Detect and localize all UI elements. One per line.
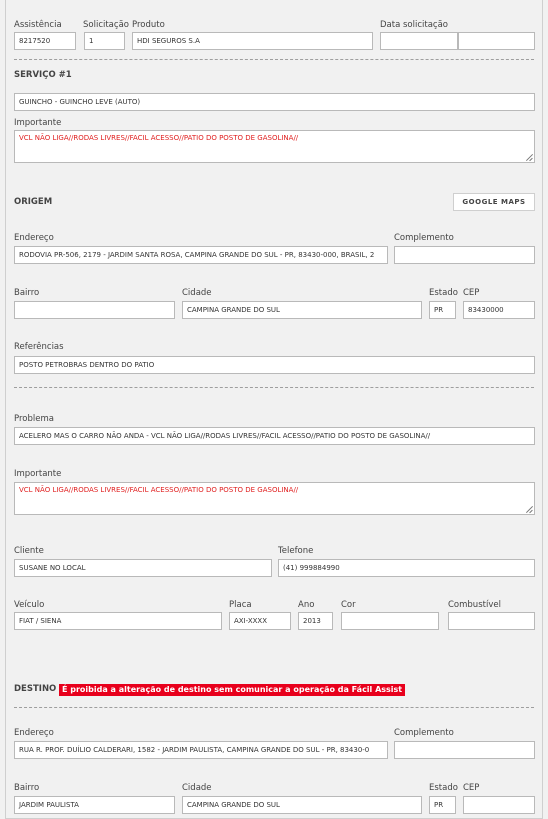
placa-label: Placa	[229, 600, 252, 610]
problema-importante-text: VCL NÃO LIGA//RODAS LIVRES//FACIL ACESSO//PATIO DO POSTO DE GASOLINA//	[19, 486, 299, 494]
cliente-field[interactable]: SUSANE NO LOCAL	[14, 559, 272, 577]
placa-field[interactable]: AXI-XXXX	[229, 612, 291, 630]
destino-cidade-label: Cidade	[182, 783, 212, 793]
problema-importante-label: Importante	[14, 469, 62, 479]
form-frame	[5, 0, 543, 819]
origem-complemento-field[interactable]	[394, 246, 535, 264]
destino-cep-label: CEP	[463, 783, 480, 793]
origem-complemento-label: Complemento	[394, 233, 454, 243]
destino-cep-field[interactable]	[463, 796, 535, 814]
origem-cidade-label: Cidade	[182, 288, 212, 298]
ano-label: Ano	[298, 600, 315, 610]
veiculo-label: Veículo	[14, 600, 45, 610]
divider	[14, 59, 534, 60]
destino-complemento-label: Complemento	[394, 728, 454, 738]
destino-estado-label: Estado	[429, 783, 458, 793]
assistencia-field[interactable]: 8217520	[14, 32, 76, 50]
ano-field[interactable]: 2013	[298, 612, 333, 630]
problema-field[interactable]: ACELERO MAS O CARRO NÃO ANDA - VCL NÃO LIGA//RODAS LIVRES//FACIL ACESSO//PATIO DO POSTO DE GASOLINA//	[14, 427, 535, 445]
data-solicitacao-time-field[interactable]	[458, 32, 535, 50]
destino-bairro-field[interactable]: JARDIM PAULISTA	[14, 796, 175, 814]
telefone-field[interactable]: (41) 999884990	[278, 559, 535, 577]
resize-grip-icon[interactable]	[525, 153, 533, 161]
cor-field[interactable]	[341, 612, 439, 630]
origem-estado-label: Estado	[429, 288, 458, 298]
veiculo-field[interactable]: FIAT / SIENA	[14, 612, 222, 630]
divider	[14, 707, 534, 708]
origem-endereco-label: Endereço	[14, 233, 54, 243]
servico-importante-text: VCL NÃO LIGA//RODAS LIVRES//FACIL ACESSO//PATIO DO POSTO DE GASOLINA//	[19, 134, 299, 142]
destino-endereco-label: Endereço	[14, 728, 54, 738]
data-solicitacao-label: Data solicitação	[380, 20, 449, 30]
resize-grip-icon[interactable]	[525, 505, 533, 513]
destino-estado-field[interactable]: PR	[429, 796, 456, 814]
origem-referencias-label: Referências	[14, 342, 64, 352]
servico-tipo-field[interactable]: GUINCHO - GUINCHO LEVE (AUTO)	[14, 93, 535, 111]
destino-warning-badge: É proibida a alteração de destino sem comunicar a operação da Fácil Assist	[59, 684, 405, 696]
solicitacao-label: Solicitação	[83, 20, 129, 30]
origem-bairro-label: Bairro	[14, 288, 40, 298]
origem-estado-field[interactable]: PR	[429, 301, 456, 319]
produto-field[interactable]: HDI SEGUROS S.A	[132, 32, 373, 50]
destino-bairro-label: Bairro	[14, 783, 40, 793]
cliente-label: Cliente	[14, 546, 44, 556]
origem-endereco-field[interactable]: RODOVIA PR-506, 2179 - JARDIM SANTA ROSA, CAMPINA GRANDE DO SUL - PR, 83430-000, BRASIL, 2	[14, 246, 388, 264]
telefone-label: Telefone	[278, 546, 314, 556]
data-solicitacao-date-field[interactable]	[380, 32, 458, 50]
origem-cidade-field[interactable]: CAMPINA GRANDE DO SUL	[182, 301, 422, 319]
origem-referencias-field[interactable]: POSTO PETROBRAS DENTRO DO PATIO	[14, 356, 535, 374]
problema-label: Problema	[14, 414, 54, 424]
combustivel-field[interactable]	[448, 612, 535, 630]
destino-complemento-field[interactable]	[394, 741, 535, 759]
destino-cidade-field[interactable]: CAMPINA GRANDE DO SUL	[182, 796, 422, 814]
assistencia-label: Assistência	[14, 20, 62, 30]
problema-importante-textarea[interactable]	[14, 482, 535, 515]
servico-importante-textarea[interactable]	[14, 130, 535, 163]
divider	[14, 387, 534, 388]
origem-bairro-field[interactable]	[14, 301, 175, 319]
origem-cep-label: CEP	[463, 288, 480, 298]
google-maps-button[interactable]: GOOGLE MAPS	[453, 193, 535, 211]
servico-title: SERVIÇO #1	[14, 70, 72, 80]
combustivel-label: Combustível	[448, 600, 501, 610]
produto-label: Produto	[132, 20, 165, 30]
origem-cep-field[interactable]: 83430000	[463, 301, 535, 319]
destino-title: DESTINO	[14, 684, 57, 694]
cor-label: Cor	[341, 600, 356, 610]
servico-importante-label: Importante	[14, 118, 62, 128]
destino-endereco-field[interactable]: RUA R. PROF. DUÍLIO CALDERARI, 1582 - JARDIM PAULISTA, CAMPINA GRANDE DO SUL - PR, 83430-0	[14, 741, 388, 759]
origem-title: ORIGEM	[14, 197, 53, 207]
solicitacao-field[interactable]: 1	[84, 32, 125, 50]
